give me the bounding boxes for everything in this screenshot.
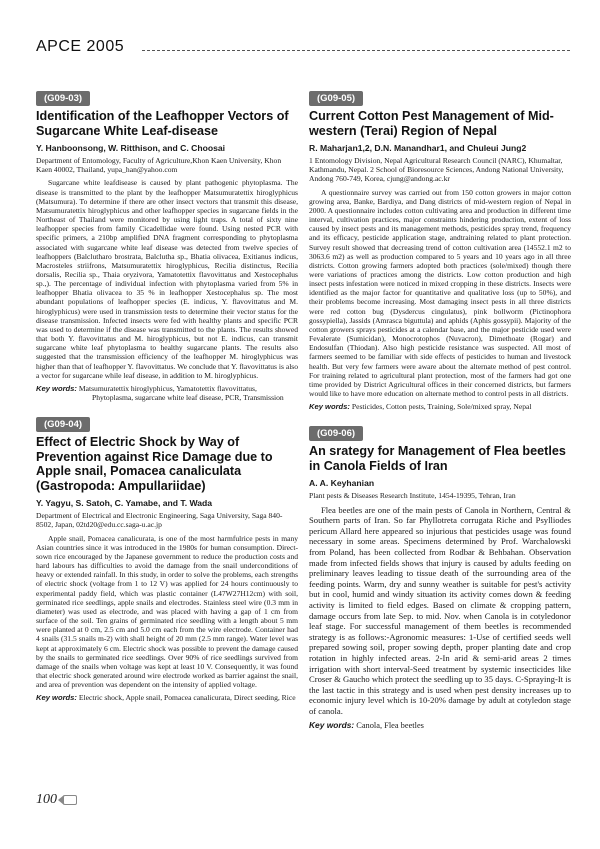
article-authors: Y. Hanboonsong, W. Ritthison, and C. Choosai — [36, 143, 226, 153]
article-abstract: A questionnaire survey was carried out from 150 cotton growers in major cotton growing area, Banke, Bardiya, and Dang districts of mid-western region of Nepal in 2000. A questionnaire includes cotton cultivating area and production in different time interval, cultivation practices, major constraints hindering production, extent of loss caused by insect pests and its management methods, pesticides spray trend, frequency and its efficacy, pesticide application stage, andtraining related to plant protection. Survey result showed that decreasing trend of cotton cultivation area (14552.1 m2 to 3063.6 m2) as well as production compared to 5 years and 10 years ago in all three districts. Cotton growing farmers adopted both practices (sole/mixed) though there were variations of practices among the districts. Low cotton production and high insect pests infestation were noticed in mixed cropping in these districts. Insects were identified as the major factor for quantitative and qualitative loss (up to 50%), and their problems become increasing. Most damaging insect pests in all three districts were red cotton bug (Dysdercus cingulatus), pink bollworm (Pictinophora gossypiella), Jassids (Amrasca biguttula) and aphids (Aphis gossypii). Majority of the cotton growers sprays pesticides at a calendar base, and the major pesticide used were Fevalerate (Sumicidan), Monocrotophos (Nuvacron), Dimethoate (Rogar) and Endosulfan (Thiodan). Also high pesticide resistance was suspected. All most of farmers seemed to be familiar with side effects of pesticides to human and livestock health. But very few farmers were aware about the alternate method of pest control. For training related to agricultural plant protection, most of the farmers had got one time provided by District Agricultural offices in their concerned districts, but farmers would like to have more education on alternate method to control pests in all districts. — [309, 187, 571, 399]
keywords-text: Canola, Flea beetles — [356, 721, 424, 731]
article-title: Current Cotton Pest Management of Mid-western (Terai) Region of Nepal — [309, 109, 554, 138]
article-title: An srategy for Management of Flea beetles in Canola Fields of Iran — [309, 444, 566, 473]
keywords-label: Key words: — [309, 402, 350, 412]
keywords-text: Matsumuratettix hiroglyphicus, Yamatotettix flavovittatus, Phytoplasma, sugarcane white leaf disease, PCR, Transmission — [78, 383, 284, 403]
article-code-badge: (G09-05) — [309, 91, 363, 106]
page-number: 100 — [36, 792, 57, 807]
article-keywords — [309, 402, 571, 411]
article-code-badge: (G09-03) — [36, 91, 90, 106]
article-affiliation: Department of Entomology, Faculty of Agriculture,Khon Kaen University, Khon Kaen 40002, Thailand, yupa_han@yahoo.com — [36, 156, 282, 175]
article-authors: R. Maharjan1,2, D.N. Manandhar1, and Chuleui Jung2 — [309, 143, 527, 153]
arrow-left-icon — [63, 795, 77, 805]
right-column — [309, 88, 571, 744]
page-footer — [36, 792, 77, 808]
article-affiliation: Plant pests & Diseases Research Institute, 1454-19395, Tehran, Iran — [309, 491, 516, 501]
article-keywords — [36, 384, 298, 402]
keywords-text: Pesticides, Cotton pests, Training, Sole/mixed spray, Nepal — [351, 402, 532, 412]
article-keywords — [309, 720, 571, 731]
article-g09-06 — [309, 423, 571, 731]
article-title: Identification of the Leafhopper Vectors of Sugarcane White Leaf-disease — [36, 109, 289, 138]
keywords-label: Key words: — [36, 383, 77, 393]
article-affiliation: Department of Electrical and Electronic Engineering, Saga University, Saga 840-8502, Japan, 02td20@edu.cc.saga-u.ac.jp — [36, 511, 283, 530]
article-g09-04 — [36, 414, 298, 702]
header-divider — [142, 50, 570, 51]
article-g09-05 — [309, 88, 571, 411]
article-authors: Y. Yagyu, S. Satoh, C. Yamabe, and T. Wada — [36, 498, 213, 509]
article-g09-03 — [36, 88, 298, 402]
journal-header: APCE 2005 — [36, 38, 125, 55]
keywords-label: Key words: — [309, 720, 355, 731]
article-abstract: Apple snail, Pomacea canalicurata, is one of the most harmfulrice pests in many Asian countries since it was introduced in the 1980s for human consumption. Direct-sown rice encouraged by the Japanese government to reduce the production costs and hard labours has difficulties to avoid the damage from the snail underconditions of heavy or extended rainfall. In this study, in order to solve the problems, each strengths of electric shock (voltage from 1 to 12 V) was applied for 24 hours continuously to experimental paddy field, which was plastic container (L47W27H12cm) with soil, germinated rice seedlings, apple snails and electrodes. Stainless steel wire (0.3 mm in diameter) was used as electrode, and was placed with having a gap of 1 cm from surface of the soil. Ten grains of germinated rice seedling with a length about 5 mm were planted at 0 cm, 2.5 cm and 5.0 cm each from the wire electrode. Container had 4 snails (31.5 snails m-2) with shall height of 20 mm (2.5 mm range). Water level was kept at approximately 6 cm. Electric shock was possible to prevent the damage caused by the snails to germinated rice seedlings. Over 90% of rice seedlings survived from damage of the snails when voltage was kept at least 10 V. Consequently, it was found that electric shock generated around wire electrode worked as barrier against the snail, and area of prevention was dependent on the intensity of applied voltage. — [36, 533, 298, 690]
keywords-label: Key words: — [36, 693, 77, 703]
keywords-text: Electric shock, Apple snail, Pomacea canalicurata, Direct seeding, Rice — [78, 693, 296, 703]
article-keywords — [36, 693, 298, 702]
article-title: Effect of Electric Shock by Way of Prevention against Rice Damage due to Apple snail, Pomacea canaliculata (Gastropoda: Ampullariidae) — [36, 435, 273, 493]
article-affiliation: 1 Entomology Division, Nepal Agricultural Research Council (NARC), Khumaltar, Kathmandu, Nepal. 2 School of Bioresource Sciences, Andong National University, Andong 760-749, Korea, cjung@andong.ac.kr — [309, 156, 564, 184]
article-code-badge: (G09-04) — [36, 417, 90, 432]
article-authors: A. A. Keyhanian — [309, 478, 375, 489]
article-abstract: Flea beetles are one of the main pests of Canola in Northern, Central & Southern parts of Iran. So far Phyllotreta corrugata Riche and Psylliodes pericum Allard here appeared so injurious that pesticides usage was found necessary in some areas. Specimens determined by Prof. Warchalowski from Poland, has been collected from Rodbar & Behbahan. Observation made from infected fields shows that injury is caused by adults feeding on preliminary leaves leading to tissue death of the surrounding area of the feeding points. Warm, dry and sunny weather is suitable for pest's activity but in cool, humid and windy situation its activity comes down & feeding activity is limited to field edges. Based on climate & cropping pattern, damage occurs from late Sep. to mid. Nov. when Canola is in cotyledonor leaf stage. For successful management of them beetles is recommended strategy is as follows:-Agronomic measures: 1-Use of certified seeds well prepared sowing soil, proper sowing depth, proper planting date and crop rotation in highly infected areas. 2-In arid & semi-arid areas 2 times irrigation with short interval-Seed treatment by systemic insecticides like Croser & Gaucho which protect the seedling up to 35 days. C-Spraying-It is the last tactic in this strategy and is used when pest density increases up to economic injury level which is 10-20% damage by adult at cotyledon stage of canola. — [309, 504, 571, 716]
article-abstract: Sugarcane white leafdisease is caused by plant pathogenic phytoplasma. The disease is transmitted to the plant by the leafhopper Matsumuratettix hiroglyphicus (Matsumura). To determine if there are other insect vectors that transmit this disease, Matsumuratettix hiroglyphicus and other leafhopper species in sugarcane fields in the Northeast of Thailand were monitored by using light traps. A total of sixty nine leafhopper species from family Cicadellidae were found. Using nested PCR with specific primers, a 210bp amplified DNA fragment corresponding to phytoplasma associated with sugarcane white leaf disease was detected from twelve species of leafhoppers (Balclutharo brostrata, Balclutha sp., Bhatia olivacea, Exitianus indicus, Macrosteles striifrons, Matsumuratettix hiroglyphicus, Recilia distinctus, Recilia dorsalis, Recilia sp., Thaia oryzivora, Yamatotettix flavovittatus and Xestocephalus sp.,). The percentage of individual infection with phytoplasma varied from 5% in leafhopper Bhatia olivacea to 35 % in leafhopper Xestocephalus sp. The most abundant populations of leafhopper species (E. indicus, Y. flavovittatus and M. hiroglyphicus) were used in transmission tests to determine their vector status for the disease transmission. Infected insects were fed with healthy plants and specific PCR was used to determine if the disease was transmitted to the plants. The results showed that both Y. flavovittatus and M. hiroglyphicus, but not E. indicus, can transmit sugarcane white leaf phytoplasma to healthy sugarcane plants. The results also suggested that the transmission efficiency of the leafhopper M. hiroglyphicus was higher than that of leafhopper Y. flavovittatus. We conclude that Y. flavovittatus is also a vector for sugarcane while leaf disease, in addition to M. hiroglyphicus. — [36, 178, 298, 380]
article-code-badge: (G09-06) — [309, 426, 363, 441]
left-column — [36, 88, 298, 715]
